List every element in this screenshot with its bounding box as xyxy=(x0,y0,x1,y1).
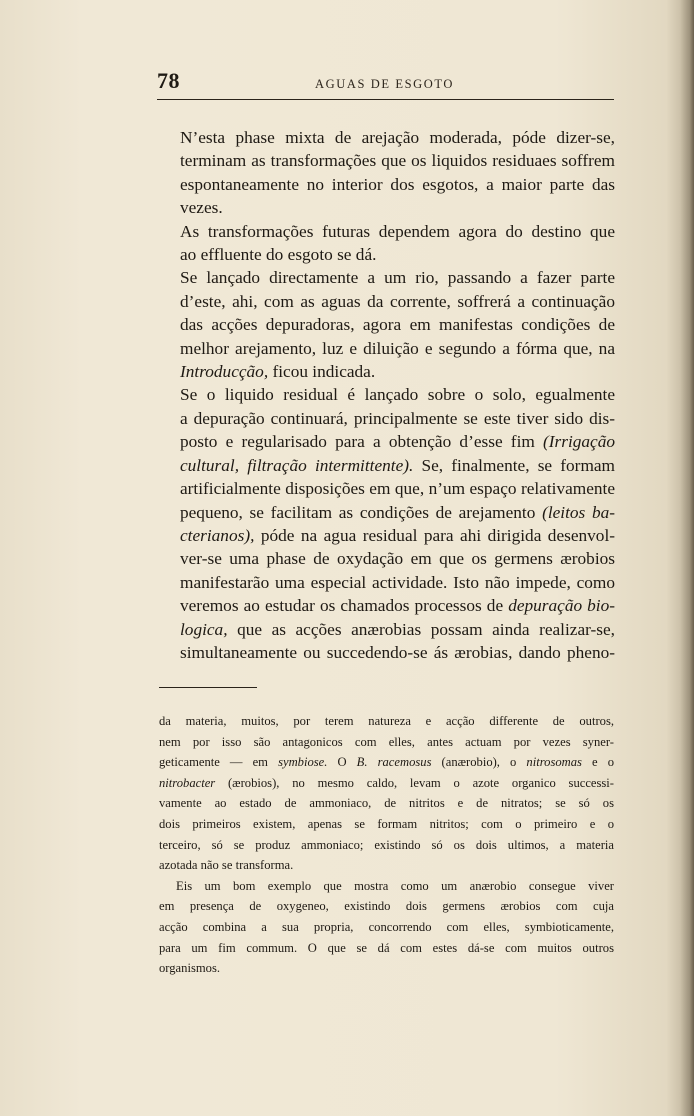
main-text xyxy=(157,126,615,664)
text-line: melhor arejamento, luz e diluição e segundo a fórma que, na xyxy=(180,338,615,358)
text-line: terminam as transformações que os liquidos residuaes soffrem xyxy=(180,151,615,171)
text-line: d’este, ahi, com as aguas da corrente, soffrerá a continuação xyxy=(180,291,615,311)
running-title: AGUAS DE ESGOTO xyxy=(315,77,455,91)
italic-term: B. racemosus xyxy=(356,755,432,770)
footnote-line: dois primeiros existem, apenas se formam nitritos; com o primeiro e o xyxy=(159,816,614,831)
footnote-line xyxy=(159,773,614,794)
italic-term: symbiose. xyxy=(278,755,328,770)
text-line: simultaneamente ou succedendo-se ás ærobias, dando pheno- xyxy=(180,642,615,662)
footnote-line: para um fim commum. O que se dá com estes dá-se com muitos outros xyxy=(159,940,614,955)
text-line: N’esta phase mixta de arejação moderada, póde dizer-se, xyxy=(180,128,615,147)
italic-term: logica, xyxy=(180,619,228,639)
text-line: Se lançado directamente a um rio, passando a fazer parte xyxy=(180,268,615,288)
paragraph-2 xyxy=(157,220,615,267)
text-line: vezes. xyxy=(180,198,223,218)
italic-term: cultural, filtração intermittente). xyxy=(180,455,414,475)
footnote-paragraph xyxy=(159,876,614,979)
text-run: que as acções anærobias possam ainda realizar-se, xyxy=(227,619,615,639)
text-line: a depuração continuará, principalmente se este tiver sido dis- xyxy=(180,408,615,428)
paragraph-3 xyxy=(157,266,615,383)
text-run: O xyxy=(327,755,357,770)
page-header xyxy=(157,68,614,98)
footnote-line: em presença de oxygeneo, existindo dois germens ærobios com cuja xyxy=(159,899,614,914)
text-line xyxy=(157,618,615,641)
text-line: Se o liquido residual é lançado sobre o solo, egualmente xyxy=(180,385,615,405)
text-line: das acções depuradoras, agora em manifestas condições de xyxy=(180,315,615,335)
text-line xyxy=(157,430,615,453)
text-run: póde na agua residual para ahi dirigida desenvol- xyxy=(254,525,615,545)
header-rule xyxy=(157,99,614,100)
page-edge-shadow xyxy=(680,0,694,1116)
text-line xyxy=(157,454,615,477)
italic-term: nitrobacter xyxy=(159,775,216,790)
text-line: espontaneamente no interior dos esgotos, a maior parte das xyxy=(180,174,615,194)
text-run: ficou indicada. xyxy=(268,362,376,382)
text-line xyxy=(157,524,615,547)
text-line xyxy=(157,594,615,617)
footnote-line xyxy=(159,752,614,773)
text-run: pequeno, se facilitam as condições de arejamento xyxy=(180,502,543,522)
paragraph-1 xyxy=(157,126,615,220)
footnote-line: acção combina a sua propria, concorrendo com elles, symbioticamente, xyxy=(159,919,614,934)
footnotes xyxy=(159,711,614,979)
italic-term: nitrosomas xyxy=(526,755,582,770)
italic-term: depuração bio- xyxy=(508,596,615,616)
text-run: (anærobio), o xyxy=(431,755,527,770)
text-line: ver-se uma phase de oxydação em que os germens ærobios xyxy=(180,549,615,569)
footnote-line: Eis um bom exemplo que mostra como um anærobio consegue viver xyxy=(176,878,614,893)
text-run: e o xyxy=(581,755,614,770)
text-line: artificialmente disposições em que, n’um espaço relativamente xyxy=(180,479,615,499)
text-run: geticamente — em xyxy=(159,755,279,770)
italic-term: (leitos ba- xyxy=(542,502,615,522)
footnote-line: da materia, muitos, por terem natureza e acção differente de outros, xyxy=(159,714,614,728)
page-number: 78 xyxy=(157,68,180,93)
text-line: ao effluente do esgoto se dá. xyxy=(180,245,377,265)
text-line xyxy=(157,360,615,383)
text-line: As transformações futuras dependem agora do destino que xyxy=(180,221,615,241)
paragraph-4 xyxy=(157,383,615,664)
text-run: veremos ao estudar os chamados processos de xyxy=(180,596,509,616)
italic-term: Introducção, xyxy=(180,362,269,382)
text-run: posto e regularisado para a obtenção d’esse fim xyxy=(180,432,543,452)
text-run: (ærobios), no mesmo caldo, levam o azote organico successi- xyxy=(215,775,614,790)
footnote-line: nem por isso são antagonicos com elles, antes actuam por vezes syner- xyxy=(159,734,614,749)
italic-term: (Irrigação xyxy=(543,432,615,452)
italic-term: cterianos), xyxy=(180,525,255,545)
text-line: manifestarão uma especial actividade. Isto não impede, como xyxy=(180,572,615,592)
footnote-line: azotada não se transforma. xyxy=(159,858,294,873)
text-line xyxy=(157,501,615,524)
footnote-line: vamente ao estado de ammoniaco, de nitritos e de nitratos; se só os xyxy=(159,796,614,811)
footnote-continuation xyxy=(159,711,614,876)
footnote-line: terceiro, só se produz ammoniaco; existindo só os dois ultimos, a materia xyxy=(159,837,614,852)
footnote-rule xyxy=(159,687,257,688)
footnote-line: organismos. xyxy=(159,961,220,976)
text-run: Se, finalmente, se formam xyxy=(413,455,615,475)
